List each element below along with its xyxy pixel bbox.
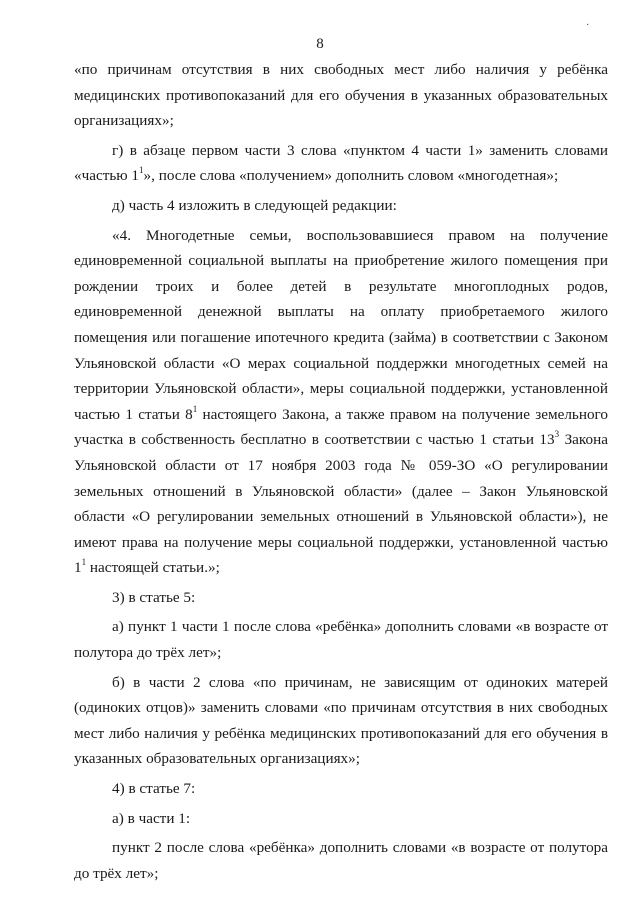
corner-mark: · <box>586 20 590 31</box>
paragraph-article-5: 3) в статье 5: <box>112 588 196 606</box>
document-body <box>74 57 608 886</box>
paragraph-item-a-article-7: а) в части 1: <box>112 809 191 827</box>
paragraph-quote-continuation: «по причинам отсутствия в них свободных мест либо наличия у ребёнка медицинских противопоказаний для его обучения в указанных образовательных организациях»; <box>74 61 608 130</box>
paragraph-text: настоящей статьи.»; <box>86 559 220 577</box>
superscript: 3 <box>554 429 560 440</box>
paragraph-item-g <box>74 138 608 189</box>
paragraph-text: г) в абзаце первом части 3 слова «пунктом 4 части 1» заменить словами «частью 1 <box>74 141 608 185</box>
paragraph-point-2: пункт 2 после слова «ребёнка» дополнить словами «в возрасте от полутора до трёх лет»; <box>74 839 608 882</box>
paragraph-part-4 <box>74 223 608 581</box>
paragraph-item-a-article-5: а) пункт 1 части 1 после слова «ребёнка» дополнить словами «в возрасте от полутора до трёх лет»; <box>74 618 608 662</box>
paragraph-item-d: д) часть 4 изложить в следующей редакции: <box>112 196 397 214</box>
page-number: 8 <box>316 36 324 52</box>
paragraph-text: Закона Ульяновской области от 17 ноября 2003 года № 059-ЗО «О регулировании земельных отношений в Ульяновской области» (далее – Закон Ульяновской области «О регулировании земельных отношений в Ульяновской области»), не имеют права на получение меры социальной поддержки, установленной частью 1 <box>74 431 608 577</box>
superscript: 1 <box>81 557 87 568</box>
paragraph-article-7: 4) в статье 7: <box>112 780 196 798</box>
superscript: 1 <box>139 165 144 176</box>
paragraph-text: настоящего Закона, а также правом на получение земельного участка в собственность бесплатно в соответствии с частью 1 статьи 13 <box>74 405 608 449</box>
paragraph-item-b-article-5: б) в части 2 слова «по причинам, не зависящим от одиноких матерей (одиноких отцов)» заменить словами «по причинам отсутствия в них свободных мест либо наличия у ребёнка медицинских противопоказаний для его обучения в указанных образовательных организациях»; <box>74 673 608 768</box>
superscript: 1 <box>192 403 198 414</box>
paragraph-text: «4. Многодетные семьи, воспользовавшиеся правом на получение единовременной социальной выплаты на приобретение жилого помещения при рождении троих и более детей в результате многоплодных родов, единовременной денежной выплаты на оплату приобретаемого жилого помещения или погашение ипотечного кредита (займа) в соответствии с Законом Ульяновской области «О мерах социальной поддержки многодетных семей на территории Ульяновской области», меры социальной поддержки, установленной частью 1 статьи 8 <box>74 226 608 423</box>
paragraph-text: », после слова «получением» дополнить словом «многодетная»; <box>143 167 559 185</box>
